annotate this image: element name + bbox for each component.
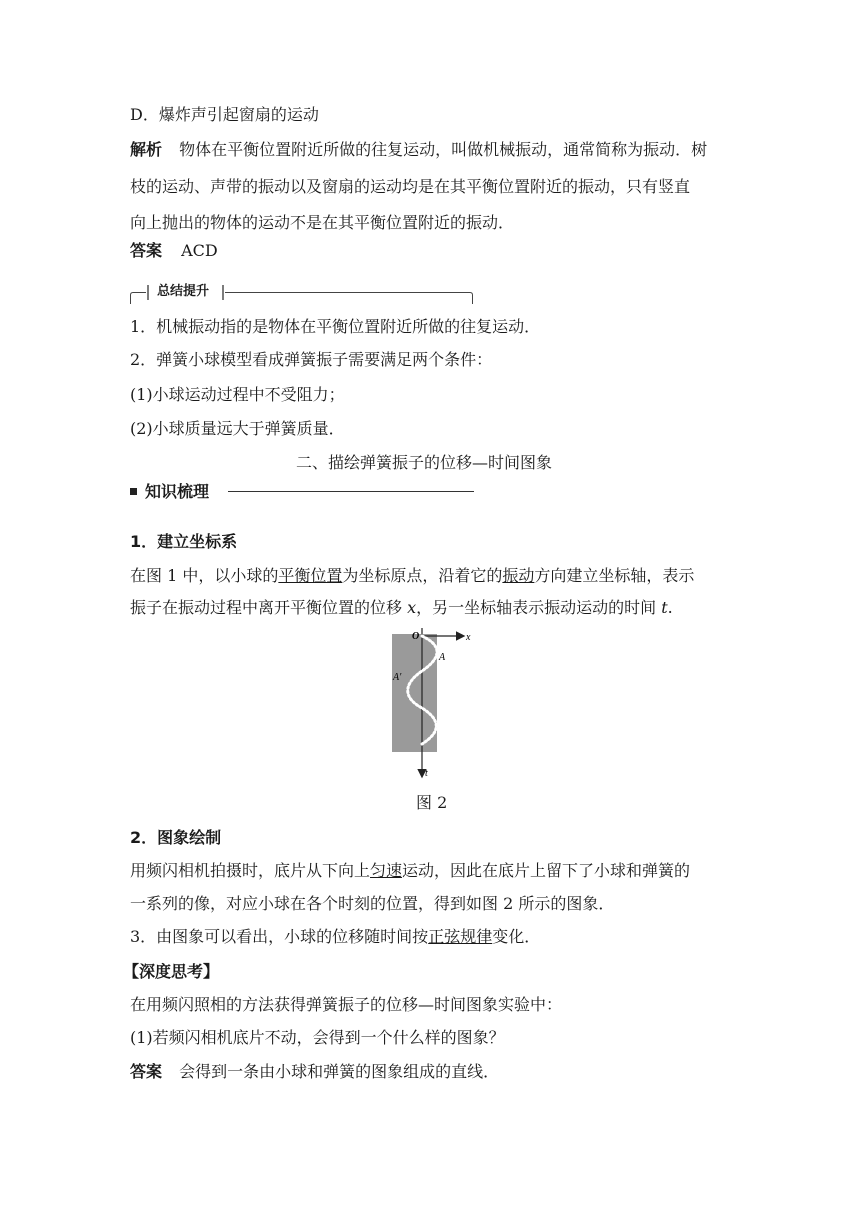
deep-thinking-intro: 在用频闪照相的方法获得弹簧振子的位移—时间图象实验中： xyxy=(130,995,563,1014)
square-bullet-icon xyxy=(130,488,137,495)
sub1-text: 为坐标原点，沿着它的 xyxy=(342,566,503,585)
deep-thinking-question-1: (1)若频闪相机底片不动，会得到一个什么样的图象？ xyxy=(130,1028,505,1047)
figure-caption: 图 2 xyxy=(416,793,448,812)
sub2-text: 用频闪相机拍摄时，底片从下向上 xyxy=(130,861,371,880)
figure-label-t: t xyxy=(425,768,428,779)
figure-label-a: A xyxy=(439,652,446,663)
section-divider xyxy=(228,491,474,492)
oscillation-figure xyxy=(385,628,475,782)
sub1-text: 在图 1 中，以小球的 xyxy=(130,566,279,585)
summary-item-1: 1．机械振动指的是物体在平衡位置附近所做的往复运动． xyxy=(130,317,541,336)
analysis-label: 解析 xyxy=(130,140,163,159)
sub2-para-2: 一系列的像，对应小球在各个时刻的位置，得到如图 2 所示的图象． xyxy=(130,894,615,913)
summary-item-3: (1)小球运动过程中不受阻力； xyxy=(130,385,345,404)
sub1-para-2 xyxy=(130,597,673,619)
blank-balance-position: 平衡位置 xyxy=(278,566,343,585)
sub2-para-1 xyxy=(130,860,690,882)
film-strip xyxy=(392,634,437,752)
sub1-text: . xyxy=(667,598,673,617)
sub1-text: 振子在振动过程中离开平衡位置的位移 xyxy=(130,598,408,617)
knowledge-header-label: 知识梳理 xyxy=(145,482,210,501)
answer-1 xyxy=(130,240,218,262)
sub1-para-1 xyxy=(130,565,694,587)
symbol-x: x xyxy=(407,598,417,617)
sub2-heading: 2．图象绘制 xyxy=(130,828,222,847)
sub1-text: ，另一坐标轴表示振动运动的时间 xyxy=(416,598,662,617)
option-d: D．爆炸声引起窗扇的运动 xyxy=(130,105,319,124)
symbol-t: t xyxy=(661,598,668,617)
answer-text: 会得到一条由小球和弹簧的图象组成的直线． xyxy=(179,1062,500,1081)
sub3-text: 3．由图象可以看出，小球的位移随时间按 xyxy=(130,927,429,946)
analysis-line-3: 向上抛出的物体的运动不是在其平衡位置附近的振动． xyxy=(130,213,515,232)
knowledge-header xyxy=(130,481,209,503)
summary-title: 总结提升 xyxy=(157,284,210,299)
figure-label-x: x xyxy=(466,632,471,643)
sub1-text: 方向建立坐标轴，表示 xyxy=(534,566,695,585)
sub3-para xyxy=(130,926,540,948)
deep-thinking-answer xyxy=(130,1061,499,1083)
analysis-text-1: 物体在平衡位置附近所做的往复运动，叫做机械振动，通常简称为振动．树 xyxy=(179,140,708,159)
analysis-line-1 xyxy=(130,139,707,161)
analysis-line-2: 枝的运动、声带的振动以及窗扇的运动均是在其平衡位置附近的振动，只有竖直 xyxy=(130,177,691,196)
answer-label: 答案 xyxy=(130,241,163,260)
answer-value: ACD xyxy=(181,241,218,260)
figure-label-a-prime: A′ xyxy=(393,672,402,683)
blank-vibration: 振动 xyxy=(502,566,535,585)
sub3-text: 变化． xyxy=(492,927,541,946)
sub1-heading: 1．建立坐标系 xyxy=(130,532,238,551)
blank-sine-law: 正弦规律 xyxy=(428,927,493,946)
answer-label: 答案 xyxy=(130,1062,163,1081)
section-title: 二、描绘弹簧振子的位移—时间图象 xyxy=(296,453,553,472)
summary-item-4: (2)小球质量远大于弹簧质量． xyxy=(130,419,345,438)
deep-thinking-title: 【深度思考】 xyxy=(123,962,220,981)
blank-uniform-speed: 匀速 xyxy=(370,861,403,880)
figure-label-o: O xyxy=(412,631,420,642)
sub2-text: 运动，因此在底片上留下了小球和弹簧的 xyxy=(402,861,691,880)
summary-item-2: 2．弹簧小球模型看成弹簧振子需要满足两个条件： xyxy=(130,350,493,369)
